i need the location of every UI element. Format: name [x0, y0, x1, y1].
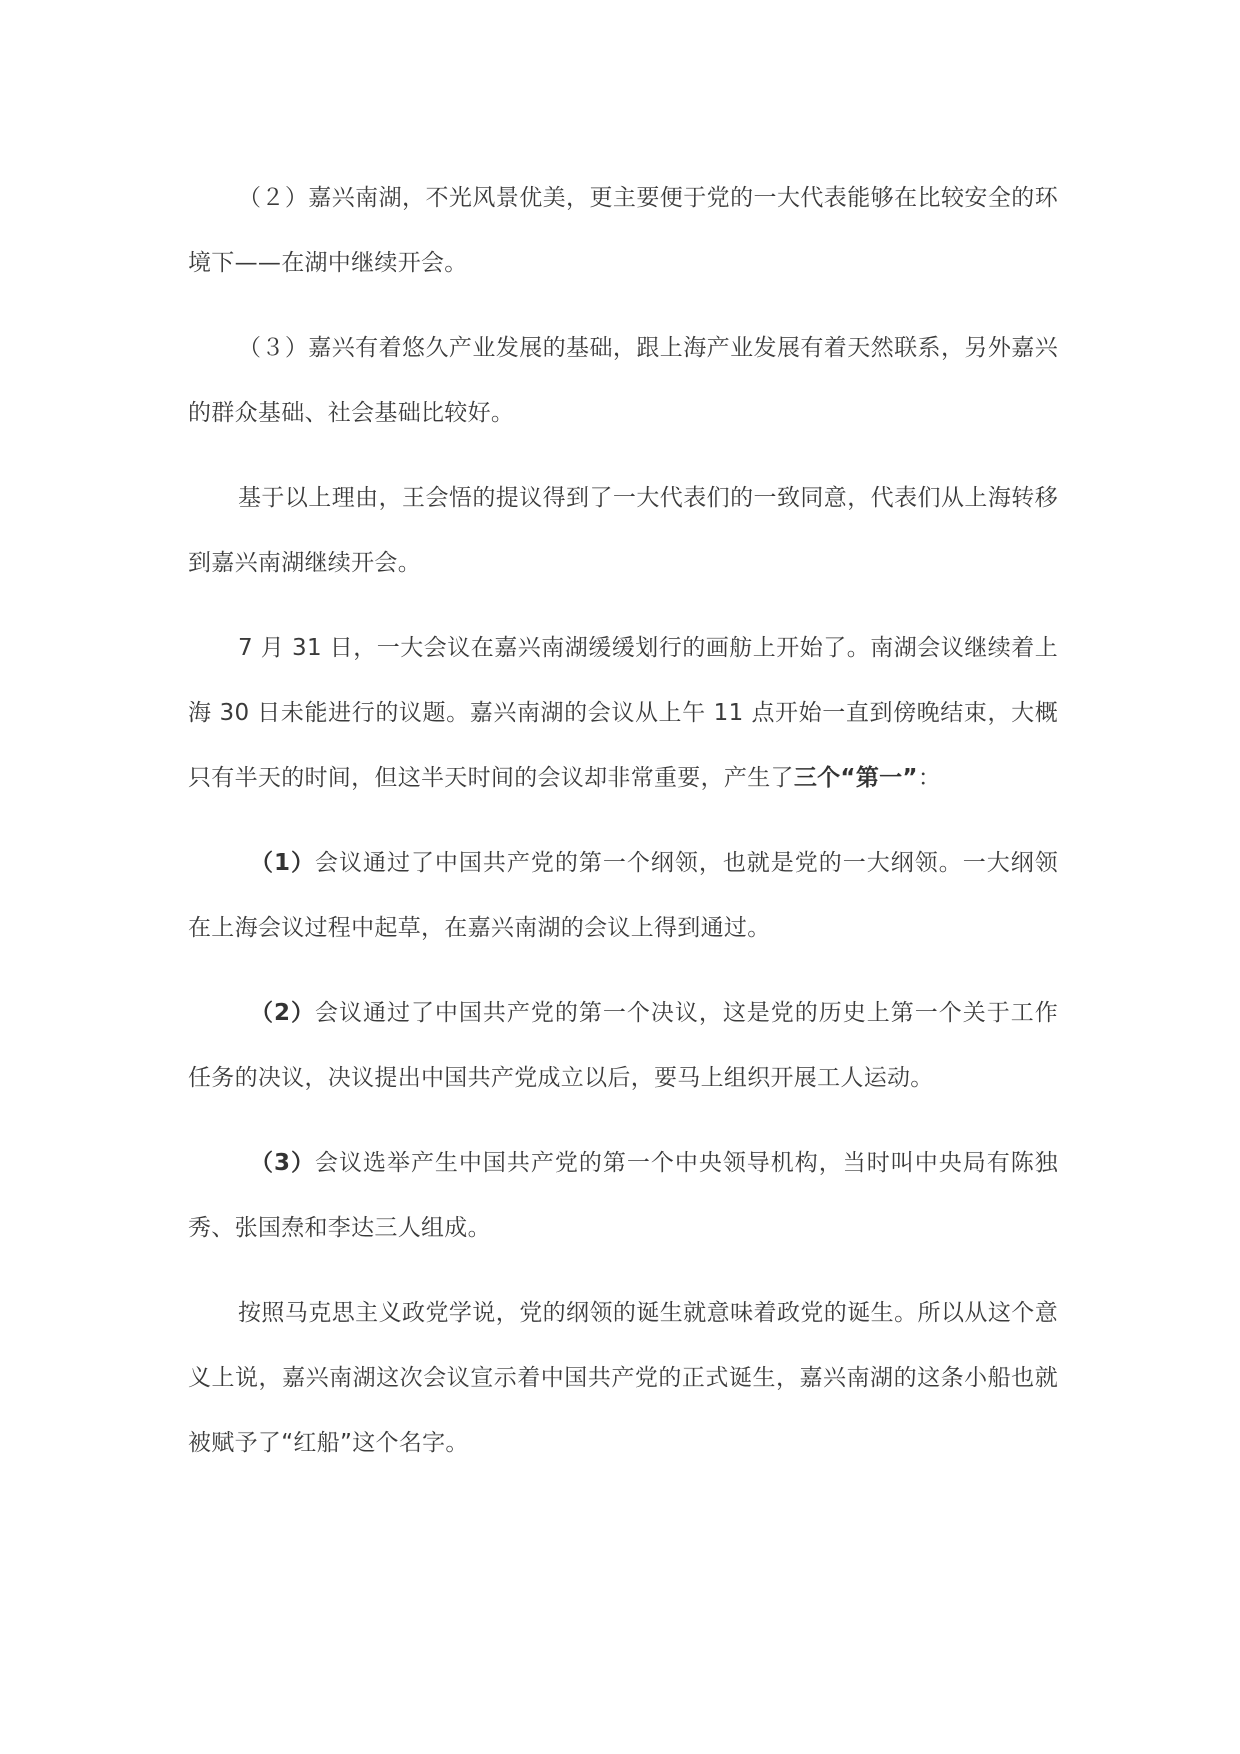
paragraph-significance: 按照马克思主义政党学说，党的纲领的诞生就意味着政党的诞生。所以从这个意义上说，嘉兴南湖这次会议宣示着中国共产党的正式诞生，嘉兴南湖的这条小船也就被赋予了“红船”这个名字。	[188, 1300, 1058, 1456]
item-text: 会议通过了中国共产党的第一个纲领，也就是党的一大纲领。一大纲领在上海会议过程中起草，在嘉兴南湖的会议上得到通过。	[188, 850, 1058, 941]
paragraph-meeting	[188, 616, 1058, 811]
item-text: 会议选举产生中国共产党的第一个中央领导机构，当时叫中央局有陈独秀、张国焘和李达三人组成。	[188, 1150, 1058, 1241]
paragraph-conclusion: 基于以上理由，王会悟的提议得到了一大代表们的一致同意，代表们从上海转移到嘉兴南湖继续开会。	[188, 485, 1058, 576]
three-firsts-emphasis: 三个“第一”	[793, 765, 918, 791]
item-number: （3）	[250, 1150, 315, 1176]
paragraph-first-2	[188, 981, 1058, 1111]
meeting-text: 7 月 31 日，一大会议在嘉兴南湖缓缓划行的画舫上开始了。南湖会议继续着上海 30 日未能进行的议题。嘉兴南湖的会议从上午 11 点开始一直到傍晚结束，大概只有半天的时间，但这半天时间的会议却非常重要，产生了	[188, 635, 1058, 791]
paragraph-reason-3: （３）嘉兴有着悠久产业发展的基础，跟上海产业发展有着天然联系，另外嘉兴的群众基础、社会基础比较好。	[188, 335, 1058, 426]
document-page	[188, 166, 1058, 1496]
paragraph-first-3	[188, 1131, 1058, 1261]
item-number: （2）	[250, 1000, 315, 1026]
meeting-text-end: ：	[917, 765, 942, 791]
item-text: 会议通过了中国共产党的第一个决议，这是党的历史上第一个关于工作任务的决议，决议提出中国共产党成立以后，要马上组织开展工人运动。	[188, 1000, 1058, 1091]
paragraph-first-1	[188, 831, 1058, 961]
item-number: （1）	[250, 850, 315, 876]
paragraph-reason-2: （２）嘉兴南湖，不光风景优美，更主要便于党的一大代表能够在比较安全的环境下——在湖中继续开会。	[188, 185, 1058, 276]
